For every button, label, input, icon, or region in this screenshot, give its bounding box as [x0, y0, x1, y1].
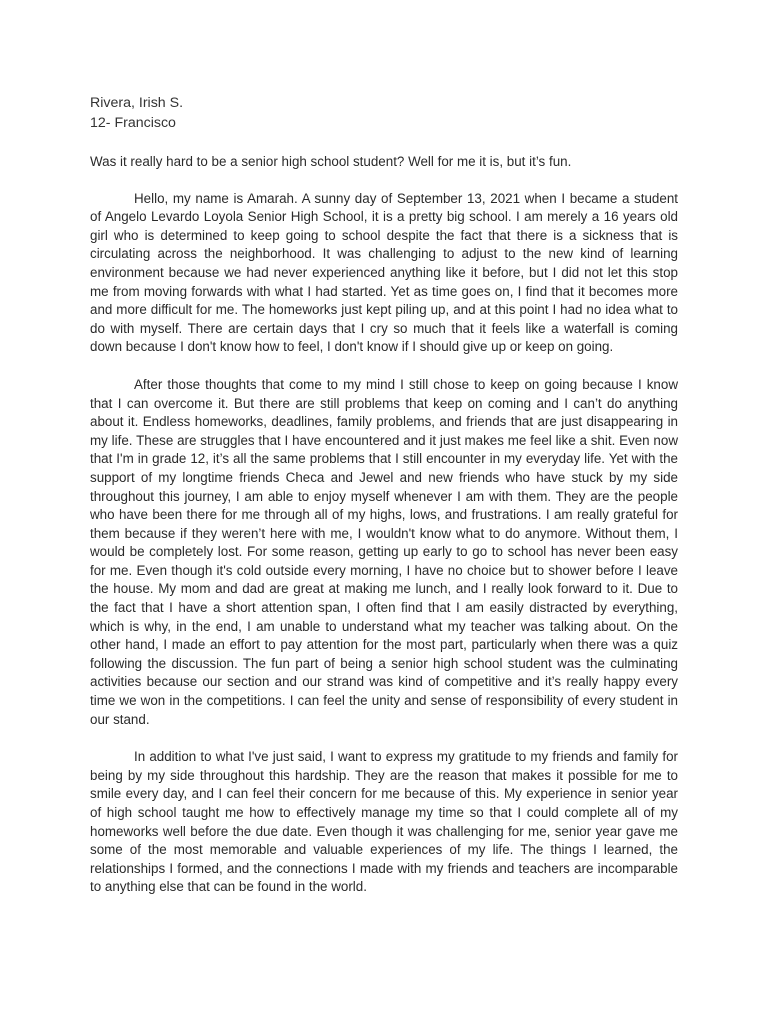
- paragraph-1: Hello, my name is Amarah. A sunny day of September 13, 2021 when I became a student of Angelo Levardo Loyola Senior High School, it is a pretty big school. I am merely a 16 years old girl who is determined to keep going to school despite the fact that there is a sickness that is circulating across the neighborhood. It was challenging to adjust to the new kind of learning environment because we had never experienced anything like it before, but I did not let this stop me from moving forwards with what I had started. Yet as time goes on, I find that it becomes more and more difficult for me. The homeworks just kept piling up, and at this point I had no idea what to do with myself. There are certain days that I cry so much that it feels like a waterfall is coming down because I don't know how to feel, I don't know if I should give up or keep on going.: [90, 190, 678, 355]
- document-page: [90, 93, 678, 897]
- paragraph-2: After those thoughts that come to my mind I still chose to keep on going because I know that I can overcome it. But there are still problems that keep on coming and I can’t do anything about it. Endless homeworks, deadlines, family problems, and friends that are just disappearing in my life. These are struggles that I have encountered and it just makes me feel like a shit. Even now that I'm in grade 12, it’s all the same problems that I still encounter in my everyday life. Yet with the support of my longtime friends Checa and Jewel and new friends who have stuck by my side throughout this journey, I am able to enjoy myself whenever I am with them. They are the people who have been there for me through all of my highs, lows, and frustrations. I am really grateful for them because if they weren’t here with me, I wouldn't know what to do anymore. Without them, I would be completely lost. For some reason, getting up early to go to school has never been easy for me. Even though it's cold outside every morning, I have no choice but to shower before I leave the house. My mom and dad are great at making me lunch, and I really look forward to it. Due to the fact that I have a short attention span, I often find that I am easily distracted by everything, which is why, in the end, I am unable to understand what my teacher was talking about. On the other hand, I made an effort to pay attention for the most part, particularly when there was a quiz following the discussion. The fun part of being a senior high school student was the culminating activities because our section and our strand was kind of competitive and it’s really happy every time we won in the competitions. I can feel the unity and sense of responsibility of every student in our stand.: [90, 376, 678, 727]
- essay-question: Was it really hard to be a senior high school student? Well for me it is, but it’s fun.: [90, 154, 572, 169]
- author-name: Rivera, Irish S.: [90, 95, 184, 111]
- author-section: 12- Francisco: [90, 115, 176, 131]
- paragraph-3: In addition to what I've just said, I want to express my gratitude to my friends and family for being by my side throughout this hardship. They are the reason that makes it possible for me to smile every day, and I can feel their concern for me because of this. My experience in senior year of high school taught me how to effectively manage my time so that I could complete all of my homeworks well before the due date. Even though it was challenging for me, senior year gave me some of the most memorable and valuable experiences of my life. The things I learned, the relationships I formed, and the connections I made with my friends and teachers are incomparable to anything else that can be found in the world.: [90, 749, 678, 895]
